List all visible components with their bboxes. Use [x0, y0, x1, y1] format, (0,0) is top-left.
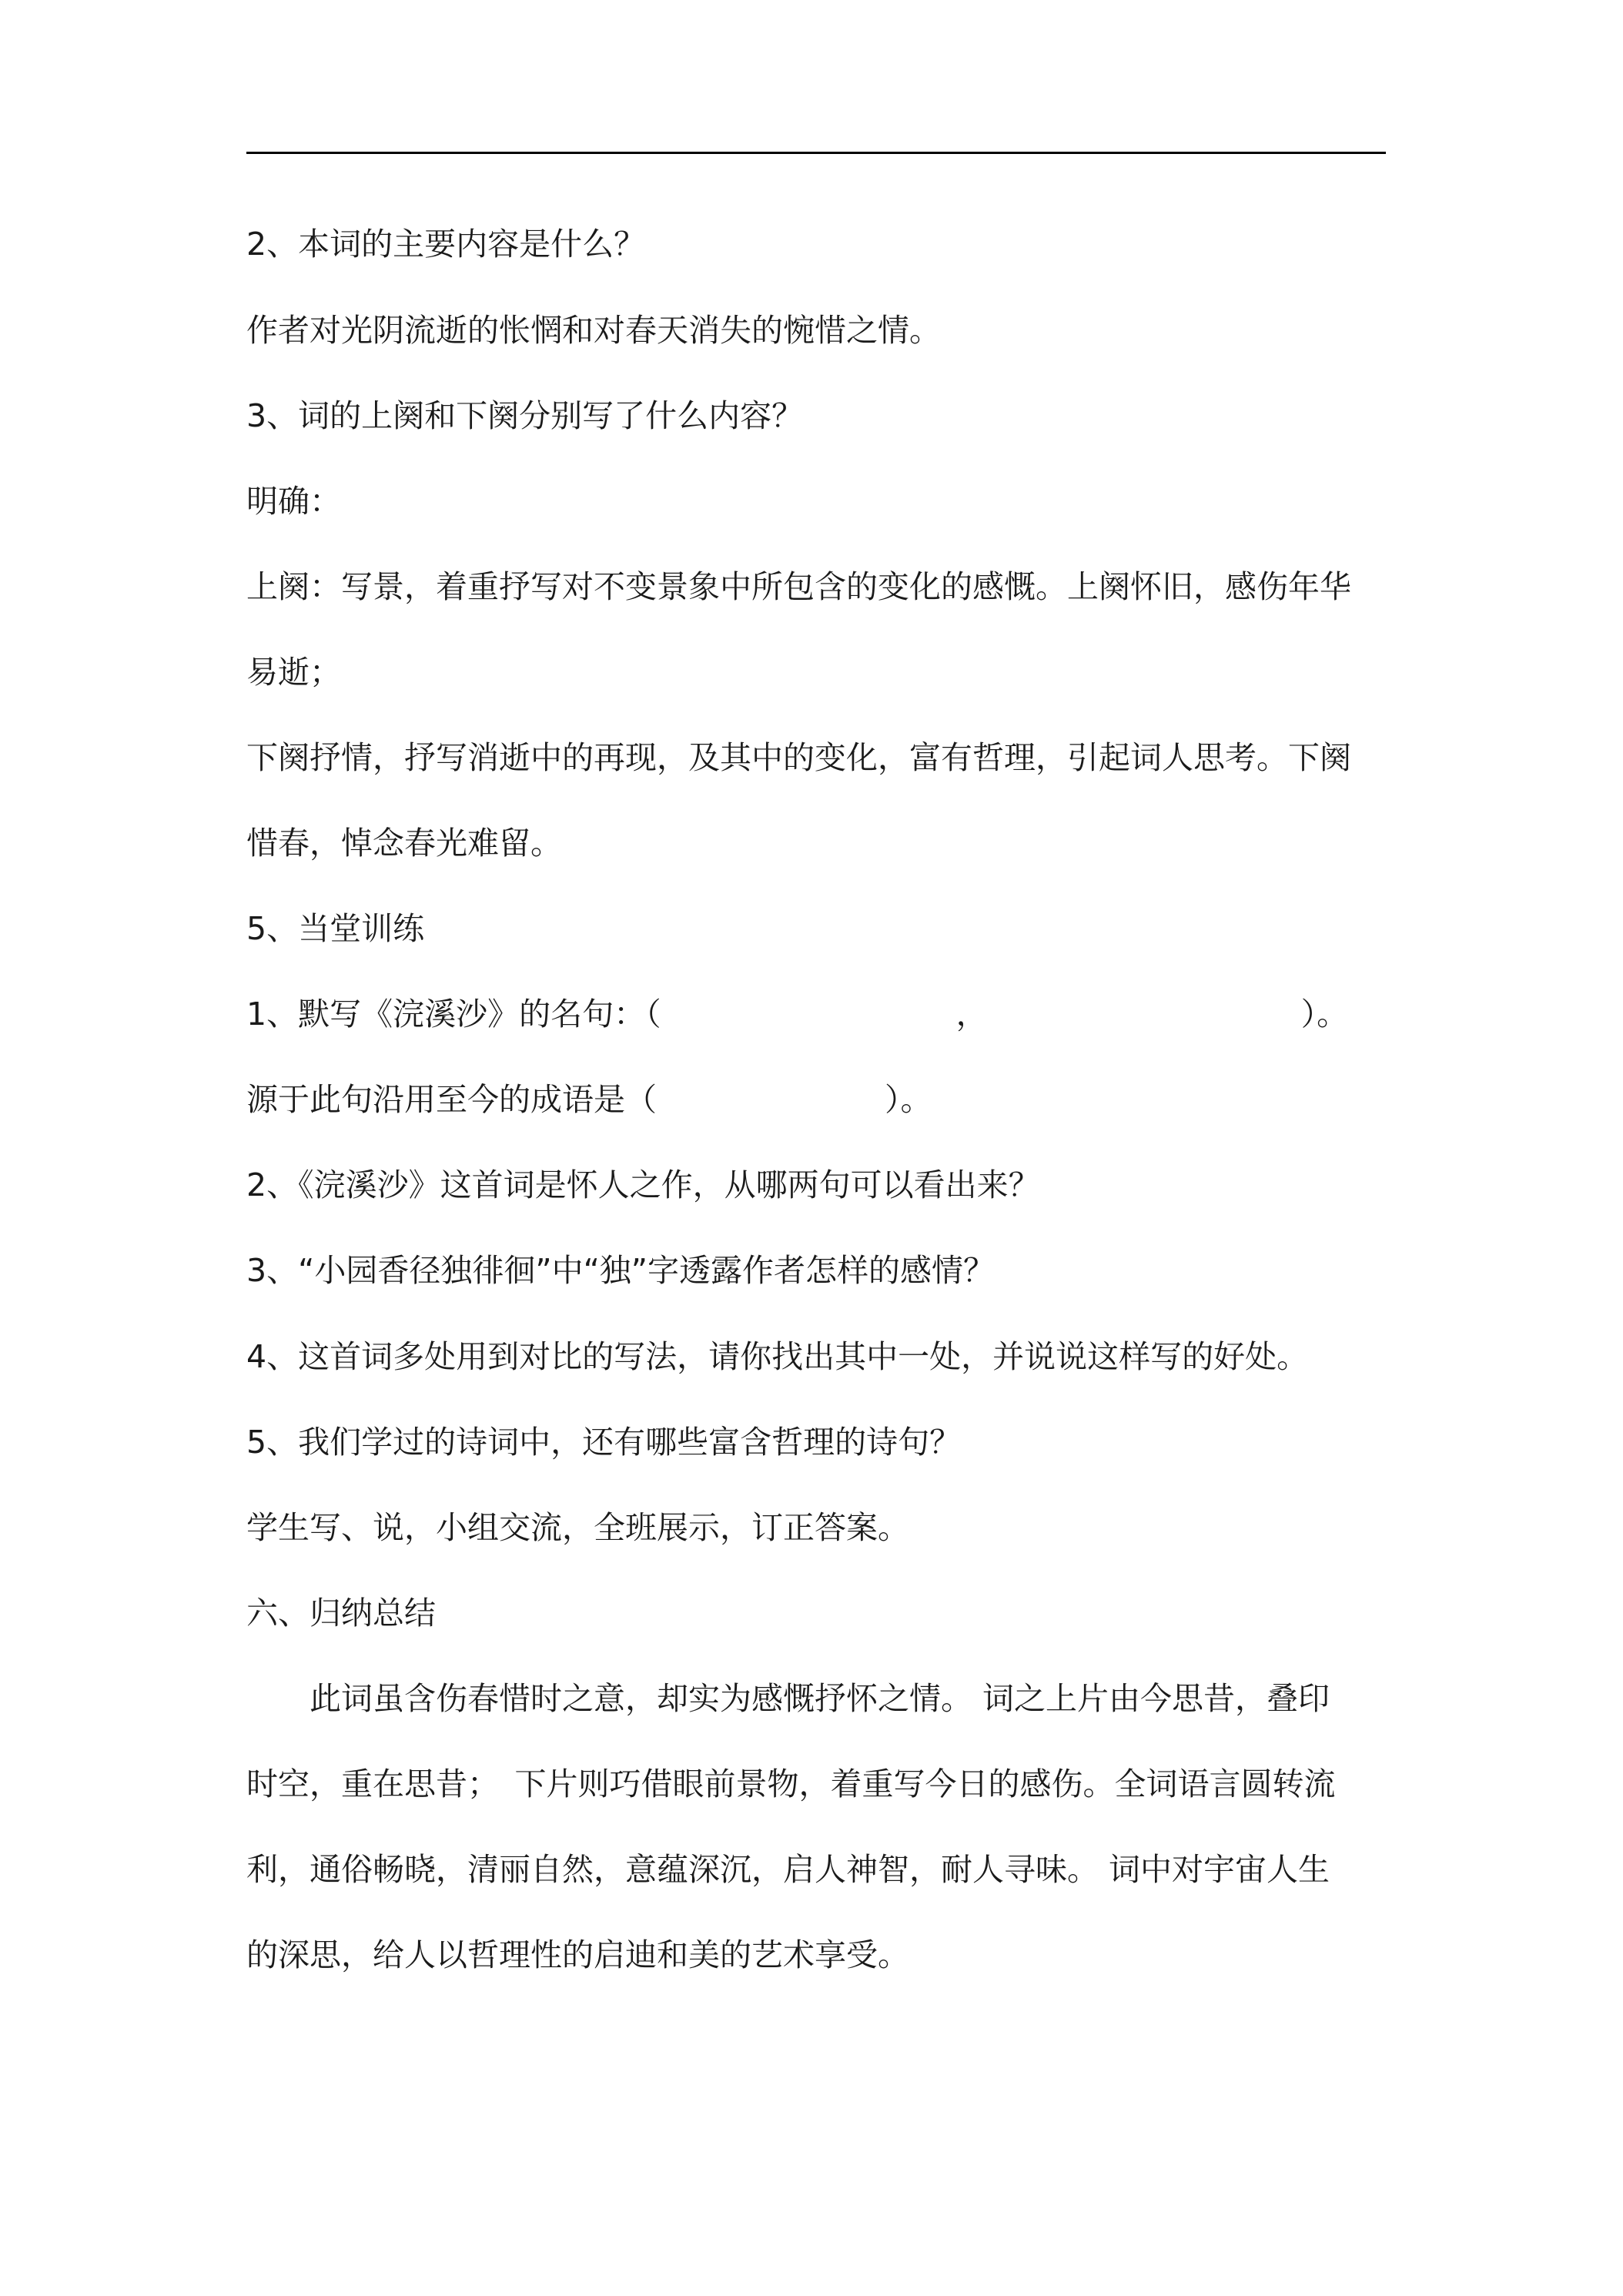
idiom-fill-blank [246, 1078, 932, 1121]
summary-line-1: 此词虽含伤春惜时之意，却实为感慨抒怀之情。 词之上片由今思昔，叠印 [246, 1680, 1330, 1717]
exercise-5: 5、我们学过的诗词中，还有哪些富含哲理的诗句？ [246, 1424, 962, 1461]
header-rule [246, 152, 1386, 154]
summary-line-4: 的深思，给人以哲理性的启迪和美的艺术享受。 [246, 1936, 909, 1973]
idiom-suffix: ）。 [885, 1081, 932, 1118]
student-activity: 学生写、说，小组交流，全班展示，订正答案。 [246, 1509, 909, 1546]
answer-3-upper-line-2: 易逝； [246, 654, 341, 691]
section-5-practice: 5、当堂训练 [246, 910, 425, 947]
summary-line-2: 时空，重在思昔； 下片则巧借眼前景物，着重写今日的感伤。全词语言圆转流 [246, 1766, 1336, 1802]
exercise-1-fill-blank [246, 992, 1348, 1036]
exercise-1-suffix: ）。 [1300, 996, 1349, 1033]
clarify-label: 明确： [246, 483, 341, 520]
summary-line-3: 利，通俗畅晓，清丽自然，意蕴深沉，启人神智，耐人寻味。 词中对宇宙人生 [246, 1851, 1330, 1888]
question-2-main-content: 2、本词的主要内容是什么？ [246, 226, 646, 263]
section-6-heading: 六、归纳总结 [246, 1595, 436, 1632]
question-3: 3、词的上阕和下阕分别写了什么内容？ [246, 397, 804, 434]
exercise-1-comma: ， [955, 996, 988, 1033]
answer-3-lower-line-2: 惜春，悼念春光难留。 [246, 825, 562, 862]
answer-2: 作者对光阴流逝的怅惘和对春天消失的惋惜之情。 [246, 312, 941, 349]
exercise-3: 3、“小园香径独徘徊”中“独”字透露作者怎样的感情？ [246, 1252, 996, 1289]
exercise-4: 4、这首词多处用到对比的写法，请你找出其中一处，并说说这样写的好处。 [246, 1338, 1309, 1375]
answer-3-upper-line-1: 上阕：写景，着重抒写对不变景象中所包含的变化的感慨。上阕怀旧，感伤年华 [246, 568, 1351, 605]
exercise-1-prefix: 1、默写《浣溪沙》的名句：（ [246, 996, 661, 1033]
answer-3-lower-line-1: 下阕抒情，抒写消逝中的再现，及其中的变化，富有哲理，引起词人思考。下阕 [246, 739, 1351, 776]
exercise-2: 2、《浣溪沙》这首词是怀人之作，从哪两句可以看出来？ [246, 1166, 1040, 1203]
idiom-prefix: 源于此句沿用至今的成语是（ [246, 1081, 657, 1118]
